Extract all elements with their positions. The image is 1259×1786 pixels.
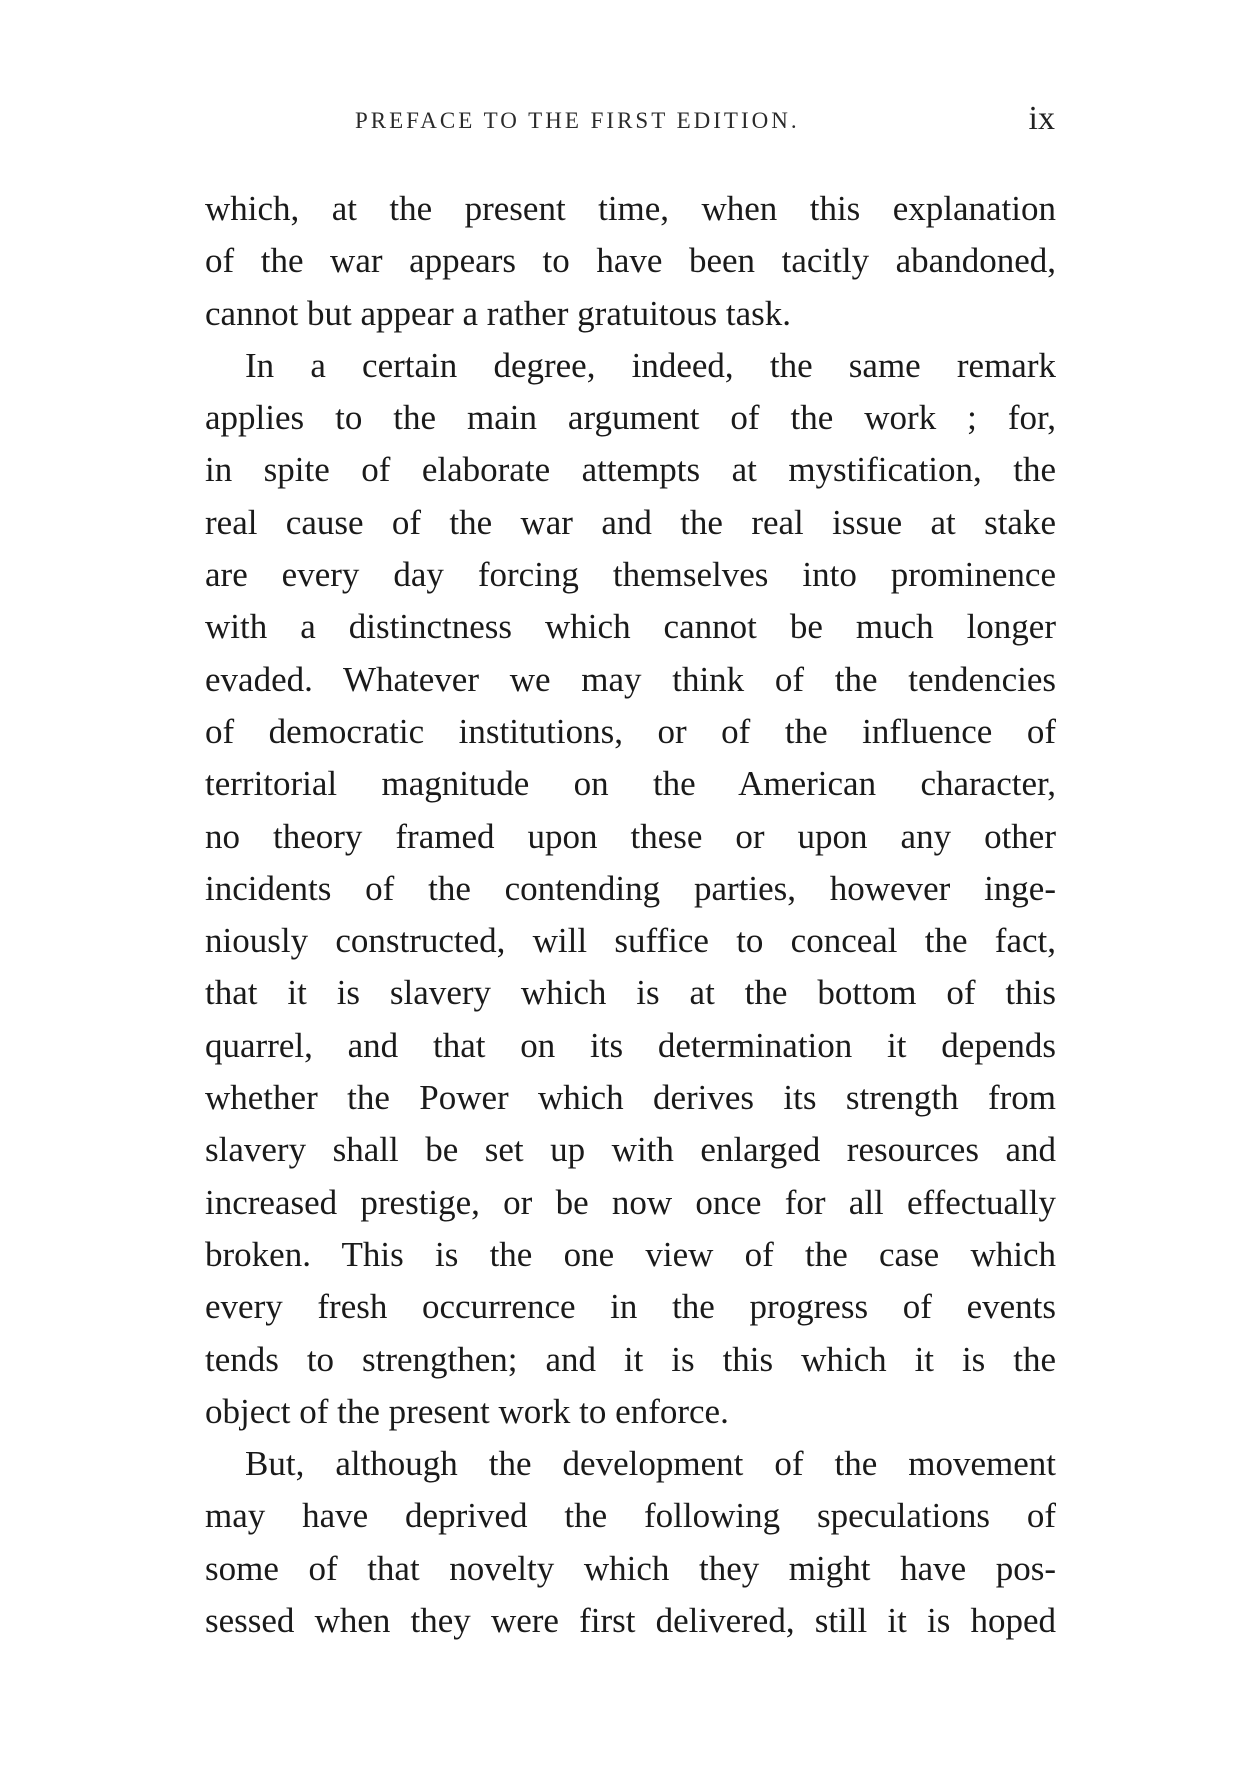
text-line: tends to strengthen; and it is this which it is the: [205, 1339, 1056, 1379]
text-line: evaded. Whatever we may think of the tendencies: [205, 659, 1056, 699]
text-line: quarrel, and that on its determination it depends: [205, 1025, 1056, 1065]
text-line: no theory framed upon these or upon any other: [205, 816, 1056, 856]
text-line: in spite of elaborate attempts at mystification, the: [205, 450, 1056, 490]
running-head: [205, 100, 1055, 140]
text-line: real cause of the war and the real issue at stake: [205, 502, 1056, 542]
text-line: which, at the present time, when this explanation: [205, 189, 1056, 228]
text-line: that it is slavery which is at the bottom of this: [205, 973, 1056, 1013]
running-title: PREFACE TO THE FIRST EDITION.: [355, 108, 800, 133]
text-line: are every day forcing themselves into prominence: [205, 555, 1056, 595]
text-line: broken. This is the one view of the case which: [205, 1234, 1056, 1274]
text-line: applies to the main argument of the work ; for,: [205, 398, 1056, 438]
text-line: increased prestige, or be now once for all effectually: [205, 1182, 1056, 1222]
text-line: But, although the development of the movement: [245, 1444, 1056, 1484]
body-text: [205, 183, 1056, 1647]
text-line: whether the Power which derives its strength from: [205, 1078, 1056, 1118]
text-line: cannot but appear a rather gratuitous task.: [205, 293, 792, 333]
text-line: with a distinctness which cannot be much longer: [205, 607, 1056, 647]
text-line: some of that novelty which they might have pos-: [205, 1548, 1056, 1588]
text-line: niously constructed, will suffice to conceal the fact,: [205, 921, 1056, 961]
text-line: incidents of the contending parties, however inge-: [205, 868, 1056, 908]
page-number: ix: [1028, 100, 1055, 137]
text-line: of democratic institutions, or of the influence of: [205, 711, 1056, 751]
text-line: territorial magnitude on the American character,: [205, 764, 1056, 804]
text-line: sessed when they were first delivered, still it is hoped: [205, 1601, 1056, 1641]
text-line: may have deprived the following speculations of: [205, 1496, 1056, 1536]
text-line: object of the present work to enforce.: [205, 1391, 729, 1431]
text-line: of the war appears to have been tacitly abandoned,: [205, 241, 1056, 281]
text-line: every fresh occurrence in the progress of events: [205, 1287, 1056, 1327]
text-line: slavery shall be set up with enlarged resources and: [205, 1130, 1056, 1170]
text-line: In a certain degree, indeed, the same remark: [245, 345, 1056, 385]
